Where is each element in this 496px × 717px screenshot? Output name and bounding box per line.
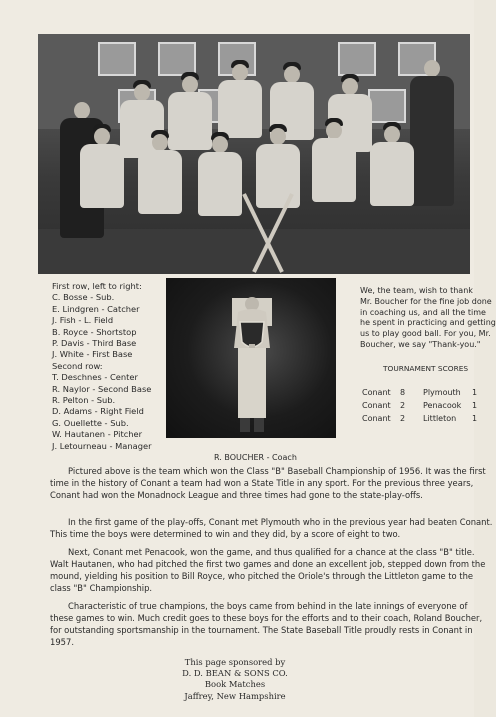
roster-line: J. Fish - L. Field	[52, 315, 114, 326]
paragraph-line: Pictured above is the team which won the Class "B" Baseball Championship of 1956. It was the first	[68, 466, 486, 476]
paragraph-line: 1957.	[50, 637, 74, 648]
thanks-line: in coaching us, and all the time	[360, 307, 486, 317]
sponsor-line: Book Matches	[204, 679, 266, 690]
opponent-name: Littleton	[423, 414, 457, 424]
roster-line: B. Royce - Shortstop	[52, 326, 137, 337]
building-window	[98, 42, 136, 76]
paragraph-line: mound, yielding his position to Bill Royce, who pitched the Oriole's through the Littleton game to the	[50, 571, 474, 582]
roster-line: C. Bosse - Sub.	[52, 292, 115, 303]
roster-line: R. Pelton - Sub.	[52, 395, 116, 406]
score-row	[362, 399, 478, 412]
coach-photo	[166, 278, 336, 438]
building-window	[158, 42, 196, 76]
opponent-score: 1	[472, 388, 478, 397]
paragraph-champions	[50, 600, 483, 648]
paragraph-line: class "B" Championship.	[50, 583, 153, 594]
coach-with-trophy-image	[166, 278, 336, 438]
roster-line: T. Deschnes - Center	[52, 372, 138, 383]
team-score: 2	[400, 414, 406, 424]
tournament-scores-title: TOURNAMENT SCORES	[383, 364, 469, 373]
roster-list	[52, 281, 152, 452]
roster-line: P. Davis - Third Base	[52, 338, 137, 349]
paragraph-line: Next, Conant met Penacook, won the game, and thus qualified for a chance at the class "B" title.	[68, 547, 475, 557]
paragraph-line: these games to win. Much credit goes to these boys for the efforts and to their coach, Roland Boucher,	[50, 613, 483, 624]
roster-line: First row, left to right:	[52, 281, 142, 291]
roster-line: D. Adams - Right Field	[52, 406, 144, 417]
roster-line: R. Naylor - Second Base	[52, 383, 152, 394]
thanks-line: Boucher, we say "Thank-you."	[360, 339, 481, 349]
sponsor-line: This page sponsored by	[184, 657, 286, 667]
thanks-line: Mr. Boucher for the fine job done	[360, 296, 492, 306]
paragraph-line: In the first game of the play-offs, Conant met Plymouth who in the previous year had beaten Conant.	[68, 517, 493, 527]
sponsor-line: Jaffrey, New Hampshire	[184, 690, 286, 701]
thanks-line: us to play good ball. For you, Mr.	[360, 329, 491, 339]
roster-line: E. Lindgren - Catcher	[52, 303, 140, 314]
paragraph-line: Walt Hautanen, who had pitched the first two games and done an excellent job, stepped down from the	[50, 559, 486, 570]
opponent-score: 1	[472, 401, 478, 411]
team-score: 8	[400, 388, 406, 397]
team-name: Conant	[362, 388, 391, 397]
sponsor-line: D. D. BEAN & SONS CO.	[182, 668, 288, 679]
team-photo	[38, 34, 470, 274]
paragraph-championship	[50, 465, 486, 501]
building-window	[338, 42, 376, 76]
opponent-name: Plymouth	[423, 388, 461, 397]
tournament-scores-table	[362, 386, 478, 426]
score-row	[362, 412, 478, 425]
thanks-line: he spent in practicing and getting	[360, 318, 496, 328]
paragraph-line: This time the boys were determined to win and they did, by a score of eight to two.	[50, 529, 401, 540]
paragraph-plymouth	[50, 516, 493, 540]
roster-line: W. Hautanen - Pitcher	[52, 429, 143, 440]
team-name: Conant	[362, 414, 391, 424]
thank-you-note	[360, 286, 496, 351]
roster-line: J. White - First Base	[52, 349, 133, 360]
crossed-bats-icon	[238, 194, 298, 274]
paragraph-line: Characteristic of true champions, the boys came from behind in the late innings of everyone of	[68, 601, 468, 611]
team-name: Conant	[362, 401, 391, 411]
opponent-name: Penacook	[423, 401, 462, 411]
sponsor-block	[160, 657, 310, 702]
paragraph-line: time in the history of Conant a team had won a State Title in any sport. For the previous three years,	[50, 478, 474, 489]
building-window	[368, 89, 406, 123]
paragraph-penacook	[50, 546, 486, 594]
team-score: 2	[400, 401, 406, 411]
paragraph-line: Conant had won the Monadnock League and three times had gone to the state-play-offs.	[50, 490, 423, 501]
paragraph-line: for outstanding sportsmanship in the tournament. The State Baseball Title proudly rests in Conant in	[50, 625, 473, 636]
roster-line: Second row:	[52, 360, 103, 371]
roster-line: J. Letourneau - Manager	[52, 440, 152, 451]
roster-line: G. Ouellette - Sub.	[52, 417, 129, 428]
thanks-line: We, the team, wish to thank	[360, 286, 473, 295]
score-row	[362, 386, 478, 399]
coach-caption: R. BOUCHER - Coach	[214, 453, 297, 462]
opponent-score: 1	[472, 414, 478, 424]
